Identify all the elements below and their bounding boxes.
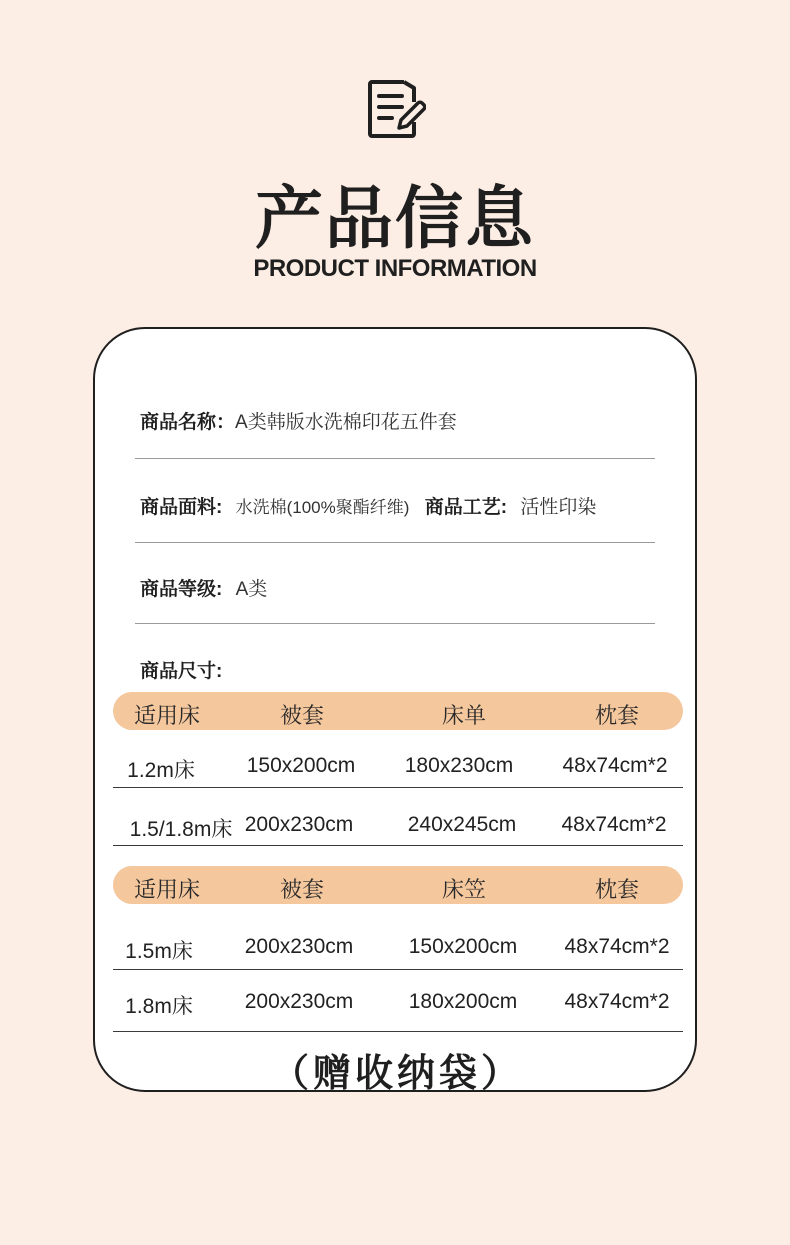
- table-cell: 1.5/1.8m床: [129, 818, 233, 841]
- table-header-cell: 适用床: [133, 877, 201, 902]
- gift-note: （赠收纳袋）: [270, 1053, 523, 1095]
- table-cell: 48x74cm*2: [564, 935, 670, 958]
- fabric-row: [140, 492, 596, 519]
- craft-value: 活性印染: [520, 497, 597, 518]
- table-cell: 150x200cm: [246, 754, 356, 777]
- product-name-row: [140, 407, 457, 434]
- product-name-value: A类韩版水洗棉印花五件套: [235, 412, 457, 433]
- table-cell: 200x230cm: [244, 990, 354, 1013]
- table-header: [113, 866, 683, 904]
- divider: [135, 542, 655, 543]
- table-cell: 1.2m床: [127, 759, 195, 782]
- craft-label: 商品工艺:: [424, 497, 508, 518]
- table-cell: 1.8m床: [125, 995, 193, 1018]
- fabric-label: 商品面料:: [140, 497, 223, 518]
- table-cell: 240x245cm: [407, 813, 517, 836]
- table-header-cell: 适用床: [133, 703, 201, 728]
- table-cell: 200x230cm: [244, 813, 354, 836]
- table-divider: [113, 845, 683, 846]
- table-cell: 48x74cm*2: [562, 754, 668, 777]
- size-row: [140, 656, 222, 683]
- document-edit-icon: [366, 78, 426, 140]
- divider: [135, 458, 655, 459]
- table-cell: 200x230cm: [244, 935, 354, 958]
- divider: [135, 623, 655, 624]
- grade-row: [140, 574, 267, 601]
- table-header-cell: 枕套: [594, 703, 640, 728]
- table-header-cell: 枕套: [594, 877, 640, 902]
- grade-label: 商品等级:: [140, 579, 223, 600]
- table-divider: [113, 1031, 683, 1032]
- table-cell: 180x200cm: [408, 990, 518, 1013]
- table-cell: 150x200cm: [408, 935, 518, 958]
- page-title: 产品信息: [254, 181, 535, 257]
- table-header: [113, 692, 683, 730]
- table-header-cell: 被套: [279, 877, 325, 902]
- table-header-cell: 被套: [279, 703, 325, 728]
- page-subtitle: PRODUCT INFORMATION: [253, 255, 537, 282]
- fabric-value: 水洗棉(100%聚酯纤维): [235, 498, 410, 517]
- product-name-label: 商品名称：: [140, 412, 236, 433]
- table-cell: 1.5m床: [125, 940, 193, 963]
- grade-value: A类: [235, 579, 268, 600]
- table-cell: 48x74cm*2: [561, 813, 667, 836]
- size-label: 商品尺寸:: [140, 661, 223, 682]
- table-divider: [113, 787, 683, 788]
- table-header-cell: 床单: [441, 703, 487, 728]
- info-card: [93, 327, 697, 1095]
- table-divider: [113, 969, 683, 970]
- table-header-cell: 床笠: [441, 877, 487, 902]
- table-cell: 48x74cm*2: [564, 990, 670, 1013]
- table-cell: 180x230cm: [404, 754, 514, 777]
